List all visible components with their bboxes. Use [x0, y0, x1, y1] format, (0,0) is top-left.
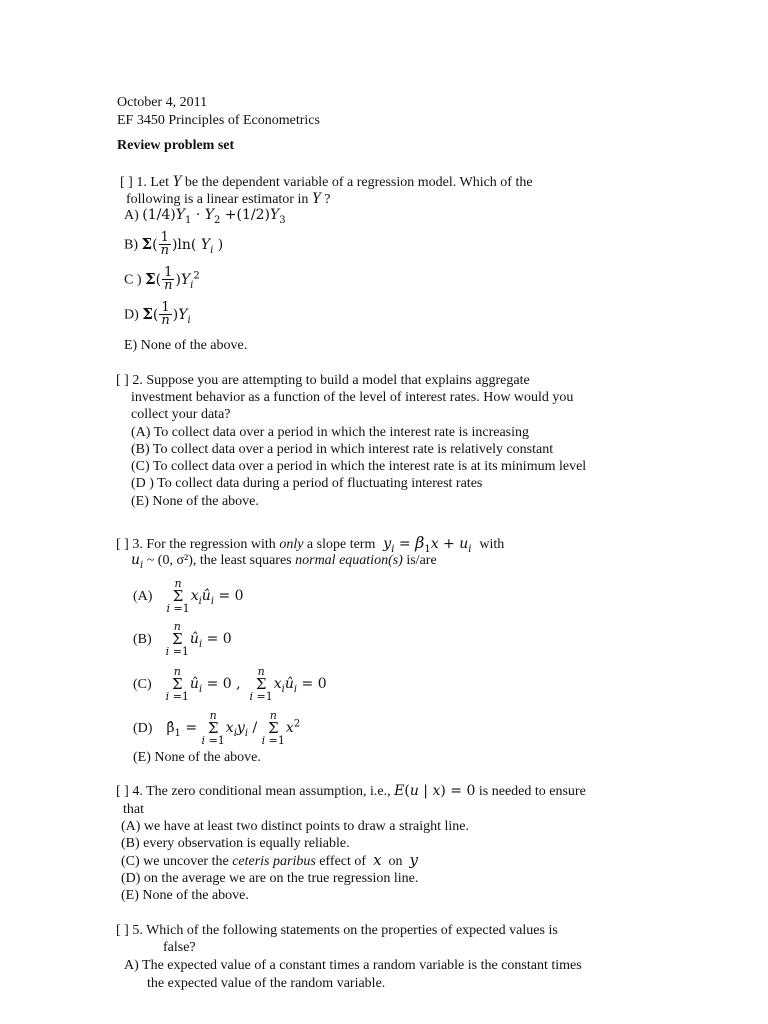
q1-option-a-formula: $(1/4)Y_1 \cdot Y_2 +(1/2)Y_3$: [142, 207, 286, 226]
q5-answer-bracket[interactable]: [ ]: [116, 923, 129, 938]
q1-option-b-formula: Σ( $\frac{1}{n}$ )ln( $Y_i$ ): [141, 230, 224, 258]
q4-stem-line2: that: [123, 802, 144, 817]
q1-option-e: E) None of the above.: [124, 338, 248, 353]
date-line: October 4, 2011: [117, 95, 208, 110]
q2-option-d: (D ) To collect data during a period of fluctuating interest rates: [131, 476, 483, 491]
q1-stem-line1: [ ] 1. Let Y be the dependent variable of a regression model. Which of the: [120, 173, 533, 190]
q4-option-e: (E) None of the above.: [121, 888, 249, 903]
q2-stem-line2: investment behavior as a function of the level of interest rates. How would you: [131, 390, 574, 405]
q3-option-e: (E) None of the above.: [133, 750, 261, 765]
q2-option-a: (A) To collect data over a period in which the interest rate is increasing: [131, 425, 530, 440]
q1-stem-line2: following is a linear estimator in Y ?: [126, 190, 331, 207]
q2-option-c: (C) To collect data over a period in which the interest rate is at its minimum level: [131, 459, 587, 474]
q3-option-b-formula: n Σ i =1 $û_i = 0$: [165, 620, 232, 658]
q3-option-d: (D) $\betâ_1$ = n Σ i =1 $x_iy_i$ / n Σ i =1 $x^2$: [133, 709, 301, 747]
q1-option-b: B) Σ( $\frac{1}{n}$ )ln( $Y_i$ ): [124, 230, 224, 258]
q2-stem-line1: [ ] 2. Suppose you are attempting to build a model that explains aggregate: [116, 373, 530, 388]
q1-option-d-formula: Σ( $\frac{1}{n}$ )$Y_i$: [142, 300, 191, 328]
q4-option-c: (C) we uncover the ceteris paribus effect of x on y: [121, 851, 419, 869]
q2-answer-bracket[interactable]: [ ]: [116, 373, 129, 388]
q2-stem-line3: collect your data?: [131, 407, 231, 422]
q3-option-d-formula: $\betâ_1$ = n Σ i =1 $x_iy_i$ / n Σ i =1 $x^2$: [166, 709, 301, 747]
q3-model-formula: $y_i = \beta_1x + u_i$: [383, 533, 472, 555]
q4-answer-bracket[interactable]: [ ]: [116, 784, 129, 799]
q3-option-a-formula: n Σ i =1 $x_iû_i = 0$: [166, 577, 244, 615]
q5-stem-line1: [ ] 5. Which of the following statements on the properties of expected values is: [116, 923, 558, 938]
q3-option-b: (B) n Σ i =1 $û_i = 0$: [133, 620, 232, 658]
q3-option-c-formula: n Σ i =1 $û_i = 0$ , n Σ i =1 $x_iû_i = 0$: [165, 665, 327, 703]
q3-answer-bracket[interactable]: [ ]: [116, 537, 129, 552]
q3-option-c: (C) n Σ i =1 $û_i = 0$ , n Σ i =1 $x_iû_i = 0$: [133, 665, 327, 703]
q5-option-a-line1: A) The expected value of a constant times a random variable is the constant times: [124, 958, 582, 973]
q1-answer-bracket[interactable]: [ ]: [120, 175, 133, 190]
q1-option-a: A) $(1/4)Y_1 \cdot Y_2 +(1/2)Y_3$: [124, 207, 286, 226]
q5-option-a-line2: the expected value of the random variable.: [147, 976, 386, 991]
q2-option-b: (B) To collect data over a period in which interest rate is relatively constant: [131, 442, 554, 457]
q4-stem-line1: [ ] 4. The zero conditional mean assumption, i.e., E(u | x) = 0 is needed to ensure: [116, 783, 586, 799]
course-line: EF 3450 Principles of Econometrics: [117, 113, 320, 128]
q4-option-d: (D) on the average we are on the true regression line.: [121, 871, 419, 886]
document-title: Review problem set: [117, 138, 235, 153]
q4-assumption-formula: E(u | x) = 0: [394, 783, 476, 799]
q2-option-e: (E) None of the above.: [131, 494, 259, 509]
q3-stem-line2: $u_i$ ~ (0, σ²), the least squares normal equation(s) is/are: [131, 552, 437, 571]
q4-option-a: (A) we have at least two distinct points to draw a straight line.: [121, 819, 469, 834]
q1-option-c: C ) Σ( $\frac{1}{n}$ )$Y_i^2$: [124, 265, 200, 293]
q3-stem-line1: [ ] 3. For the regression with only a slope term $y_i = \beta_1x + u_i$ with: [116, 533, 505, 555]
q4-option-b: (B) every observation is equally reliable.: [121, 836, 350, 851]
q1-option-d: D) Σ( $\frac{1}{n}$ )$Y_i$: [124, 300, 191, 328]
q1-option-c-formula: Σ( $\frac{1}{n}$ )$Y_i^2$: [145, 265, 200, 293]
q3-option-a: (A) n Σ i =1 $x_iû_i = 0$: [133, 577, 244, 615]
q5-stem-line2: false?: [163, 940, 196, 955]
